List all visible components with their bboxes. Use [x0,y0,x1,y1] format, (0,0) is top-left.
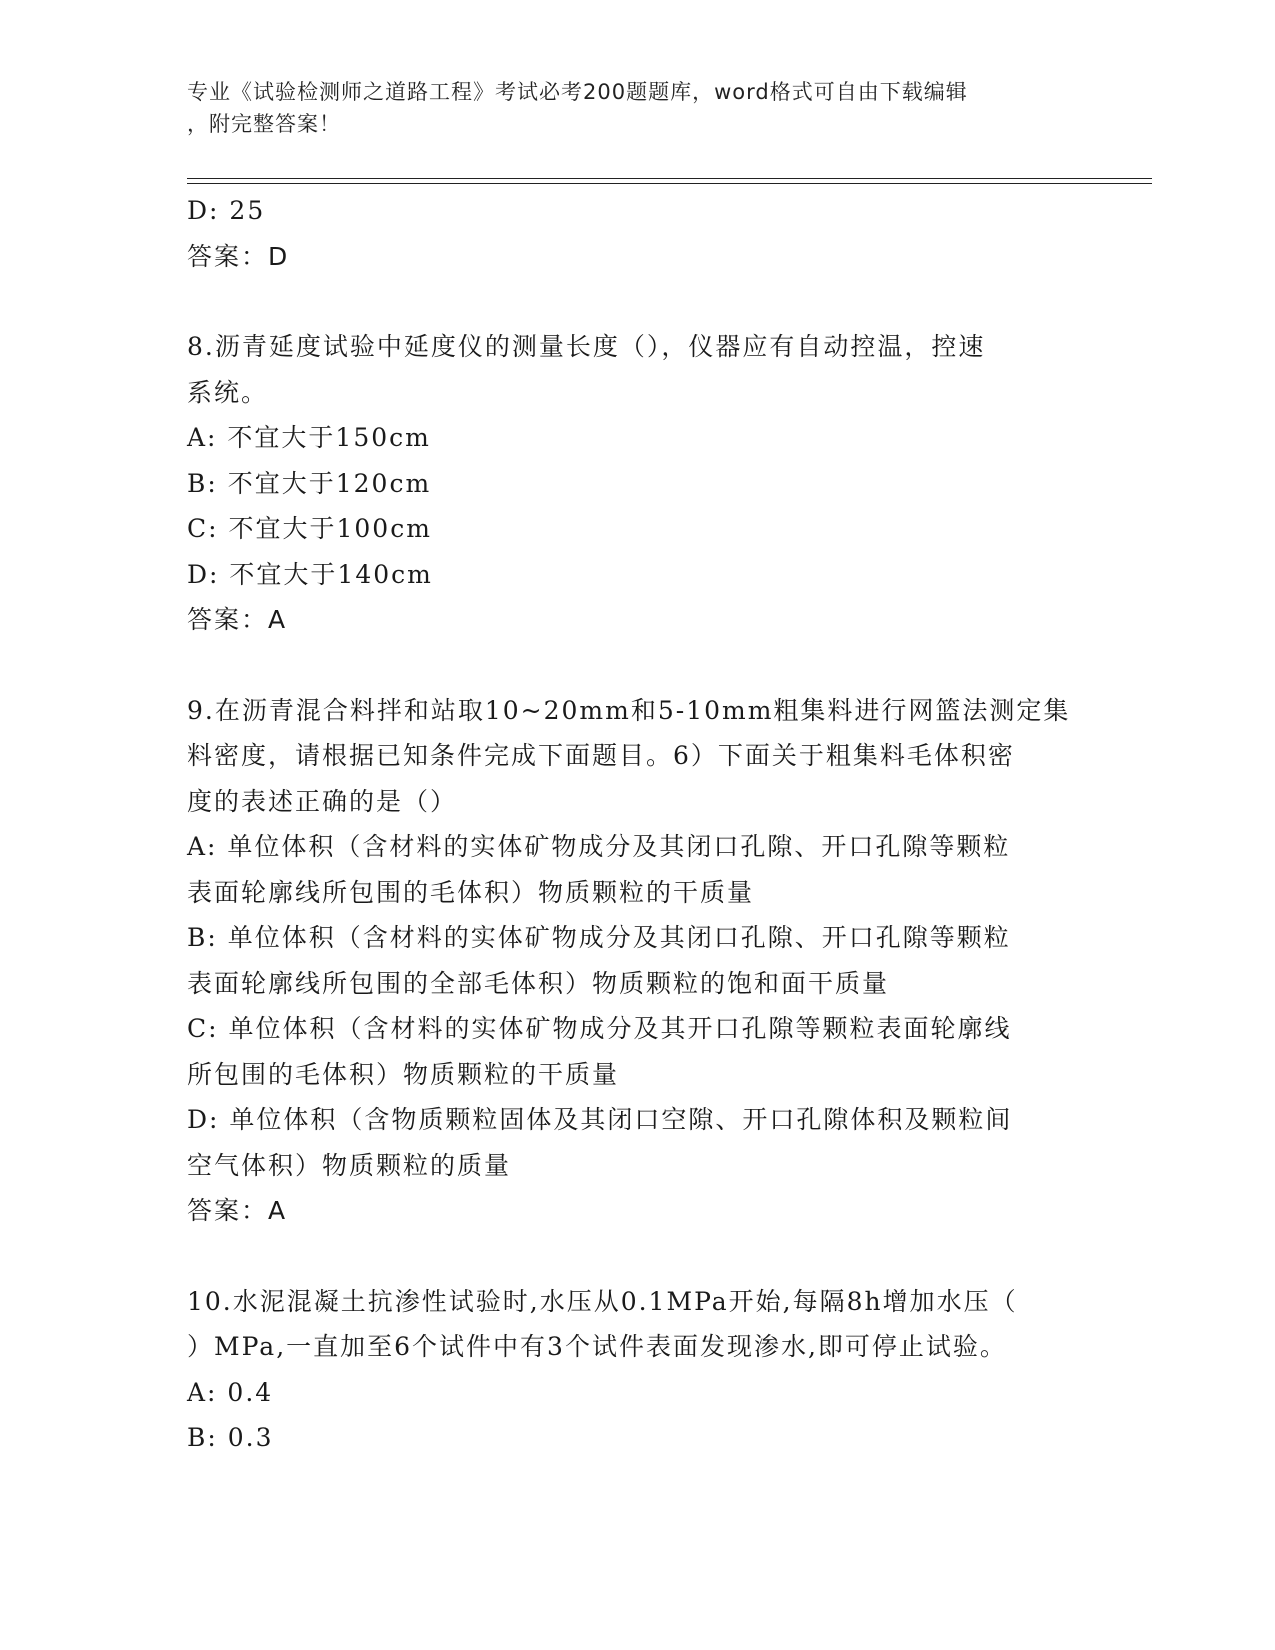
text-line: C: 单位体积（含材料的实体矿物成分及其开口孔隙等颗粒表面轮廓线 [187,1014,1012,1043]
text-line: 表面轮廓线所包围的毛体积）物质颗粒的干质量 [187,877,755,907]
question-spacer [187,643,1077,688]
header-title-line-1: 专业《试验检测师之道路工程》考试必考200题题库，word格式可自由下载编辑 [187,80,968,104]
header-divider-thin [187,183,1152,184]
text-line: D: 25 [187,196,266,225]
text-line: 料密度，请根据已知条件完成下面题目。6）下面关于粗集料毛体积密 [187,741,1015,770]
text-line: C: 不宜大于100cm [187,514,432,543]
answer-line: 答案：A [187,605,288,634]
header-divider-thick [187,178,1152,179]
document-body [187,188,1077,1461]
text-line: B: 0.3 [187,1423,274,1452]
text-line: A: 0.4 [187,1377,274,1407]
text-line: 空气体积）物质颗粒的质量 [187,1150,512,1180]
text-line: D: 单位体积（含物质颗粒固体及其闭口空隙、开口孔隙体积及颗粒间 [187,1105,1013,1134]
text-line: A: 不宜大于150cm [187,423,431,452]
text-line: ）MPa,一直加至6个试件中有3个试件表面发现渗水,即可停止试验。 [187,1332,1007,1361]
text-line: 8.沥青延度试验中延度仪的测量长度（），仪器应有自动控温，控速 [187,332,986,361]
text-line: B: 单位体积（含材料的实体矿物成分及其闭口孔隙、开口孔隙等颗粒 [187,923,1011,952]
text-line: 所包围的毛体积）物质颗粒的干质量 [187,1059,620,1089]
question-spacer [187,279,1077,324]
answer-line: 答案：A [187,1196,288,1225]
question-spacer [187,1234,1077,1279]
header-title-line-2: ，附完整答案！ [187,112,341,136]
page-header [187,76,1067,140]
text-line: 系统。 [187,377,269,407]
answer-line: 答案：D [187,241,290,271]
text-line: D: 不宜大于140cm [187,559,433,589]
text-line: B: 不宜大于120cm [187,468,432,498]
text-line: 10.水泥混凝土抗渗性试验时,水压从0.1MPa开始,每隔8h增加水压（ [187,1286,1018,1316]
text-line: A: 单位体积（含材料的实体矿物成分及其闭口孔隙、开口孔隙等颗粒 [187,832,1011,861]
text-line: 度的表述正确的是（） [187,786,458,816]
text-line: 9.在沥青混合料拌和站取10~20mm和5-10mm粗集料进行网篮法测定集 [187,695,1071,725]
text-line: 表面轮廓线所包围的全部毛体积）物质颗粒的饱和面干质量 [187,968,890,998]
